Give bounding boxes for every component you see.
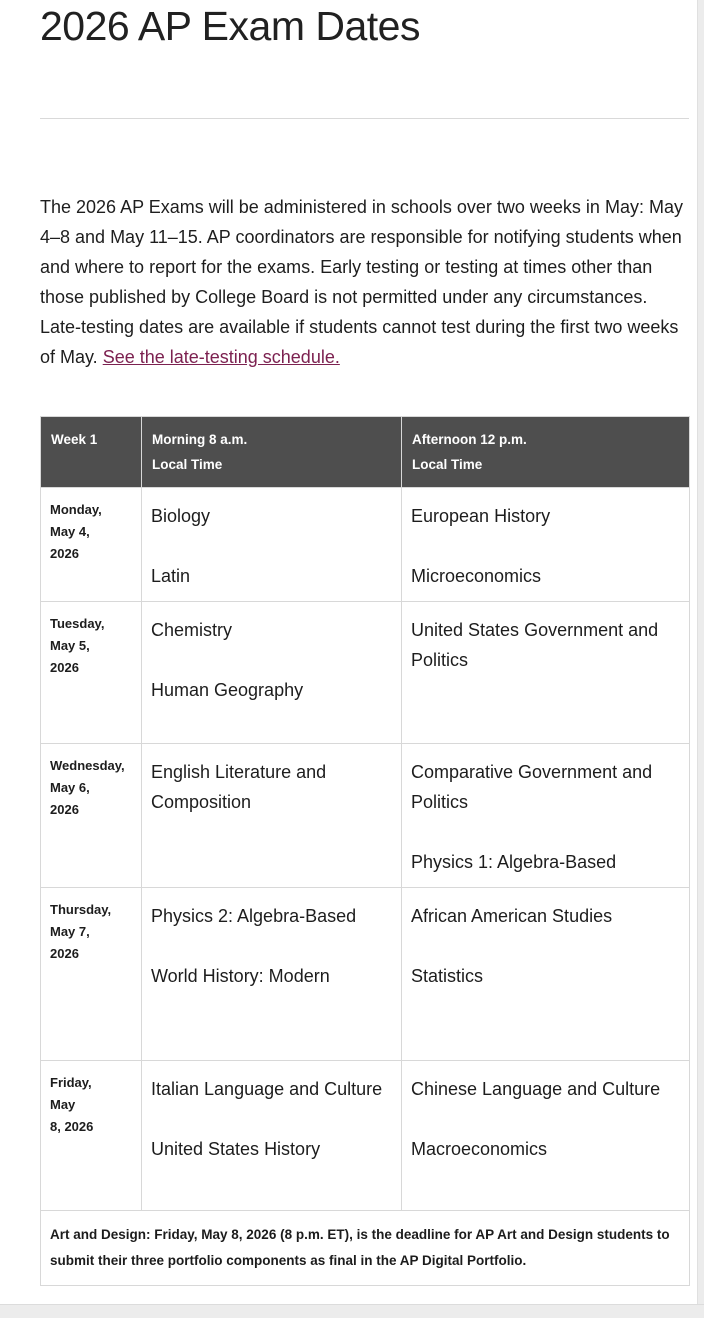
date-line: 2026: [50, 946, 79, 961]
date-line: 8, 2026: [50, 1119, 94, 1134]
date-line: May 4,: [50, 524, 90, 539]
header-morning-line1: Morning 8 a.m.: [152, 432, 248, 447]
table-row-wednesday: [41, 744, 690, 888]
morning-cell: [142, 602, 402, 744]
exam-name: Chemistry: [151, 620, 233, 640]
table-footnote-row: [41, 1211, 690, 1286]
exam-name: United States History: [151, 1139, 321, 1159]
exam-name: Macroeconomics: [411, 1139, 548, 1159]
exam-name: Italian Language and Culture: [151, 1079, 383, 1099]
morning-cell: [142, 1061, 402, 1211]
exam-name: African American Studies: [411, 906, 613, 926]
exam-name: Physics 2: Algebra-Based: [151, 906, 357, 926]
exam-name: Human Geography: [151, 680, 304, 700]
table-header-row: [41, 417, 690, 488]
date-line: Monday,: [50, 502, 102, 517]
date-line: May: [50, 1097, 76, 1112]
intro-text: The 2026 AP Exams will be administered in schools over two weeks in May: May 4–8 and May 11–15. AP coordinators are responsible for notifying students when and where to report for the exams. Early testing or testing at times other than those published by College Board is not permitted under any circumstances. Late-testing dates are available if students cannot test during the first two weeks of May.: [40, 197, 683, 367]
exam-name: United States Government and Politics: [411, 620, 659, 670]
exam-name: Statistics: [411, 966, 484, 986]
intro-paragraph: [40, 192, 689, 372]
afternoon-cell: [402, 744, 690, 888]
exam-name: Latin: [151, 566, 191, 586]
date-line: May 7,: [50, 924, 90, 939]
date-cell: [41, 744, 142, 888]
table-row-monday: [41, 488, 690, 602]
afternoon-cell: [402, 602, 690, 744]
afternoon-cell: [402, 1061, 690, 1211]
header-morning: [142, 417, 402, 488]
header-morning-line2: Local Time: [152, 457, 223, 472]
date-line: 2026: [50, 660, 79, 675]
late-testing-schedule-link[interactable]: See the late-testing schedule.: [102, 347, 340, 367]
header-afternoon: [402, 417, 690, 488]
exam-name: Biology: [151, 506, 211, 526]
page-title: 2026 AP Exam Dates: [40, 3, 420, 49]
header-afternoon-line2: Local Time: [412, 457, 483, 472]
table-row-thursday: [41, 888, 690, 1061]
exam-name: World History: Modern: [151, 966, 330, 986]
exam-name: Chinese Language and Culture: [411, 1079, 661, 1099]
date-line: Thursday,: [50, 902, 112, 917]
exam-name: Comparative Government and Politics: [411, 762, 653, 812]
date-cell: [41, 488, 142, 602]
exam-name: English Literature and Composition: [151, 762, 327, 812]
exam-dates-table: [40, 416, 690, 1286]
morning-cell: [142, 888, 402, 1061]
date-line: Friday,: [50, 1075, 92, 1090]
date-cell: [41, 602, 142, 744]
afternoon-cell: [402, 488, 690, 602]
date-cell: [41, 888, 142, 1061]
afternoon-cell: [402, 888, 690, 1061]
date-line: May 5,: [50, 638, 90, 653]
header-week: [41, 417, 142, 488]
date-line: 2026: [50, 802, 79, 817]
header-week-label: Week 1: [51, 432, 98, 447]
exam-name: European History: [411, 506, 551, 526]
table-row-tuesday: [41, 602, 690, 744]
table-row-friday: [41, 1061, 690, 1211]
header-afternoon-line1: Afternoon 12 p.m.: [412, 432, 527, 447]
date-line: May 6,: [50, 780, 90, 795]
date-line: 2026: [50, 546, 79, 561]
date-cell: [41, 1061, 142, 1211]
date-line: Tuesday,: [50, 616, 105, 631]
exam-name: Microeconomics: [411, 566, 542, 586]
date-line: Wednesday,: [50, 758, 125, 773]
morning-cell: [142, 488, 402, 602]
divider: [40, 118, 689, 119]
exam-name: Physics 1: Algebra-Based: [411, 852, 617, 872]
page-background-bottom: [0, 1304, 704, 1318]
art-design-footnote: Art and Design: Friday, May 8, 2026 (8 p.m. ET), is the deadline for AP Art and Design students to submit their three portfolio components as final in the AP Digital Portfolio.: [41, 1211, 690, 1286]
page-background-right: [697, 0, 704, 1318]
morning-cell: [142, 744, 402, 888]
content-area: [40, 0, 689, 1286]
